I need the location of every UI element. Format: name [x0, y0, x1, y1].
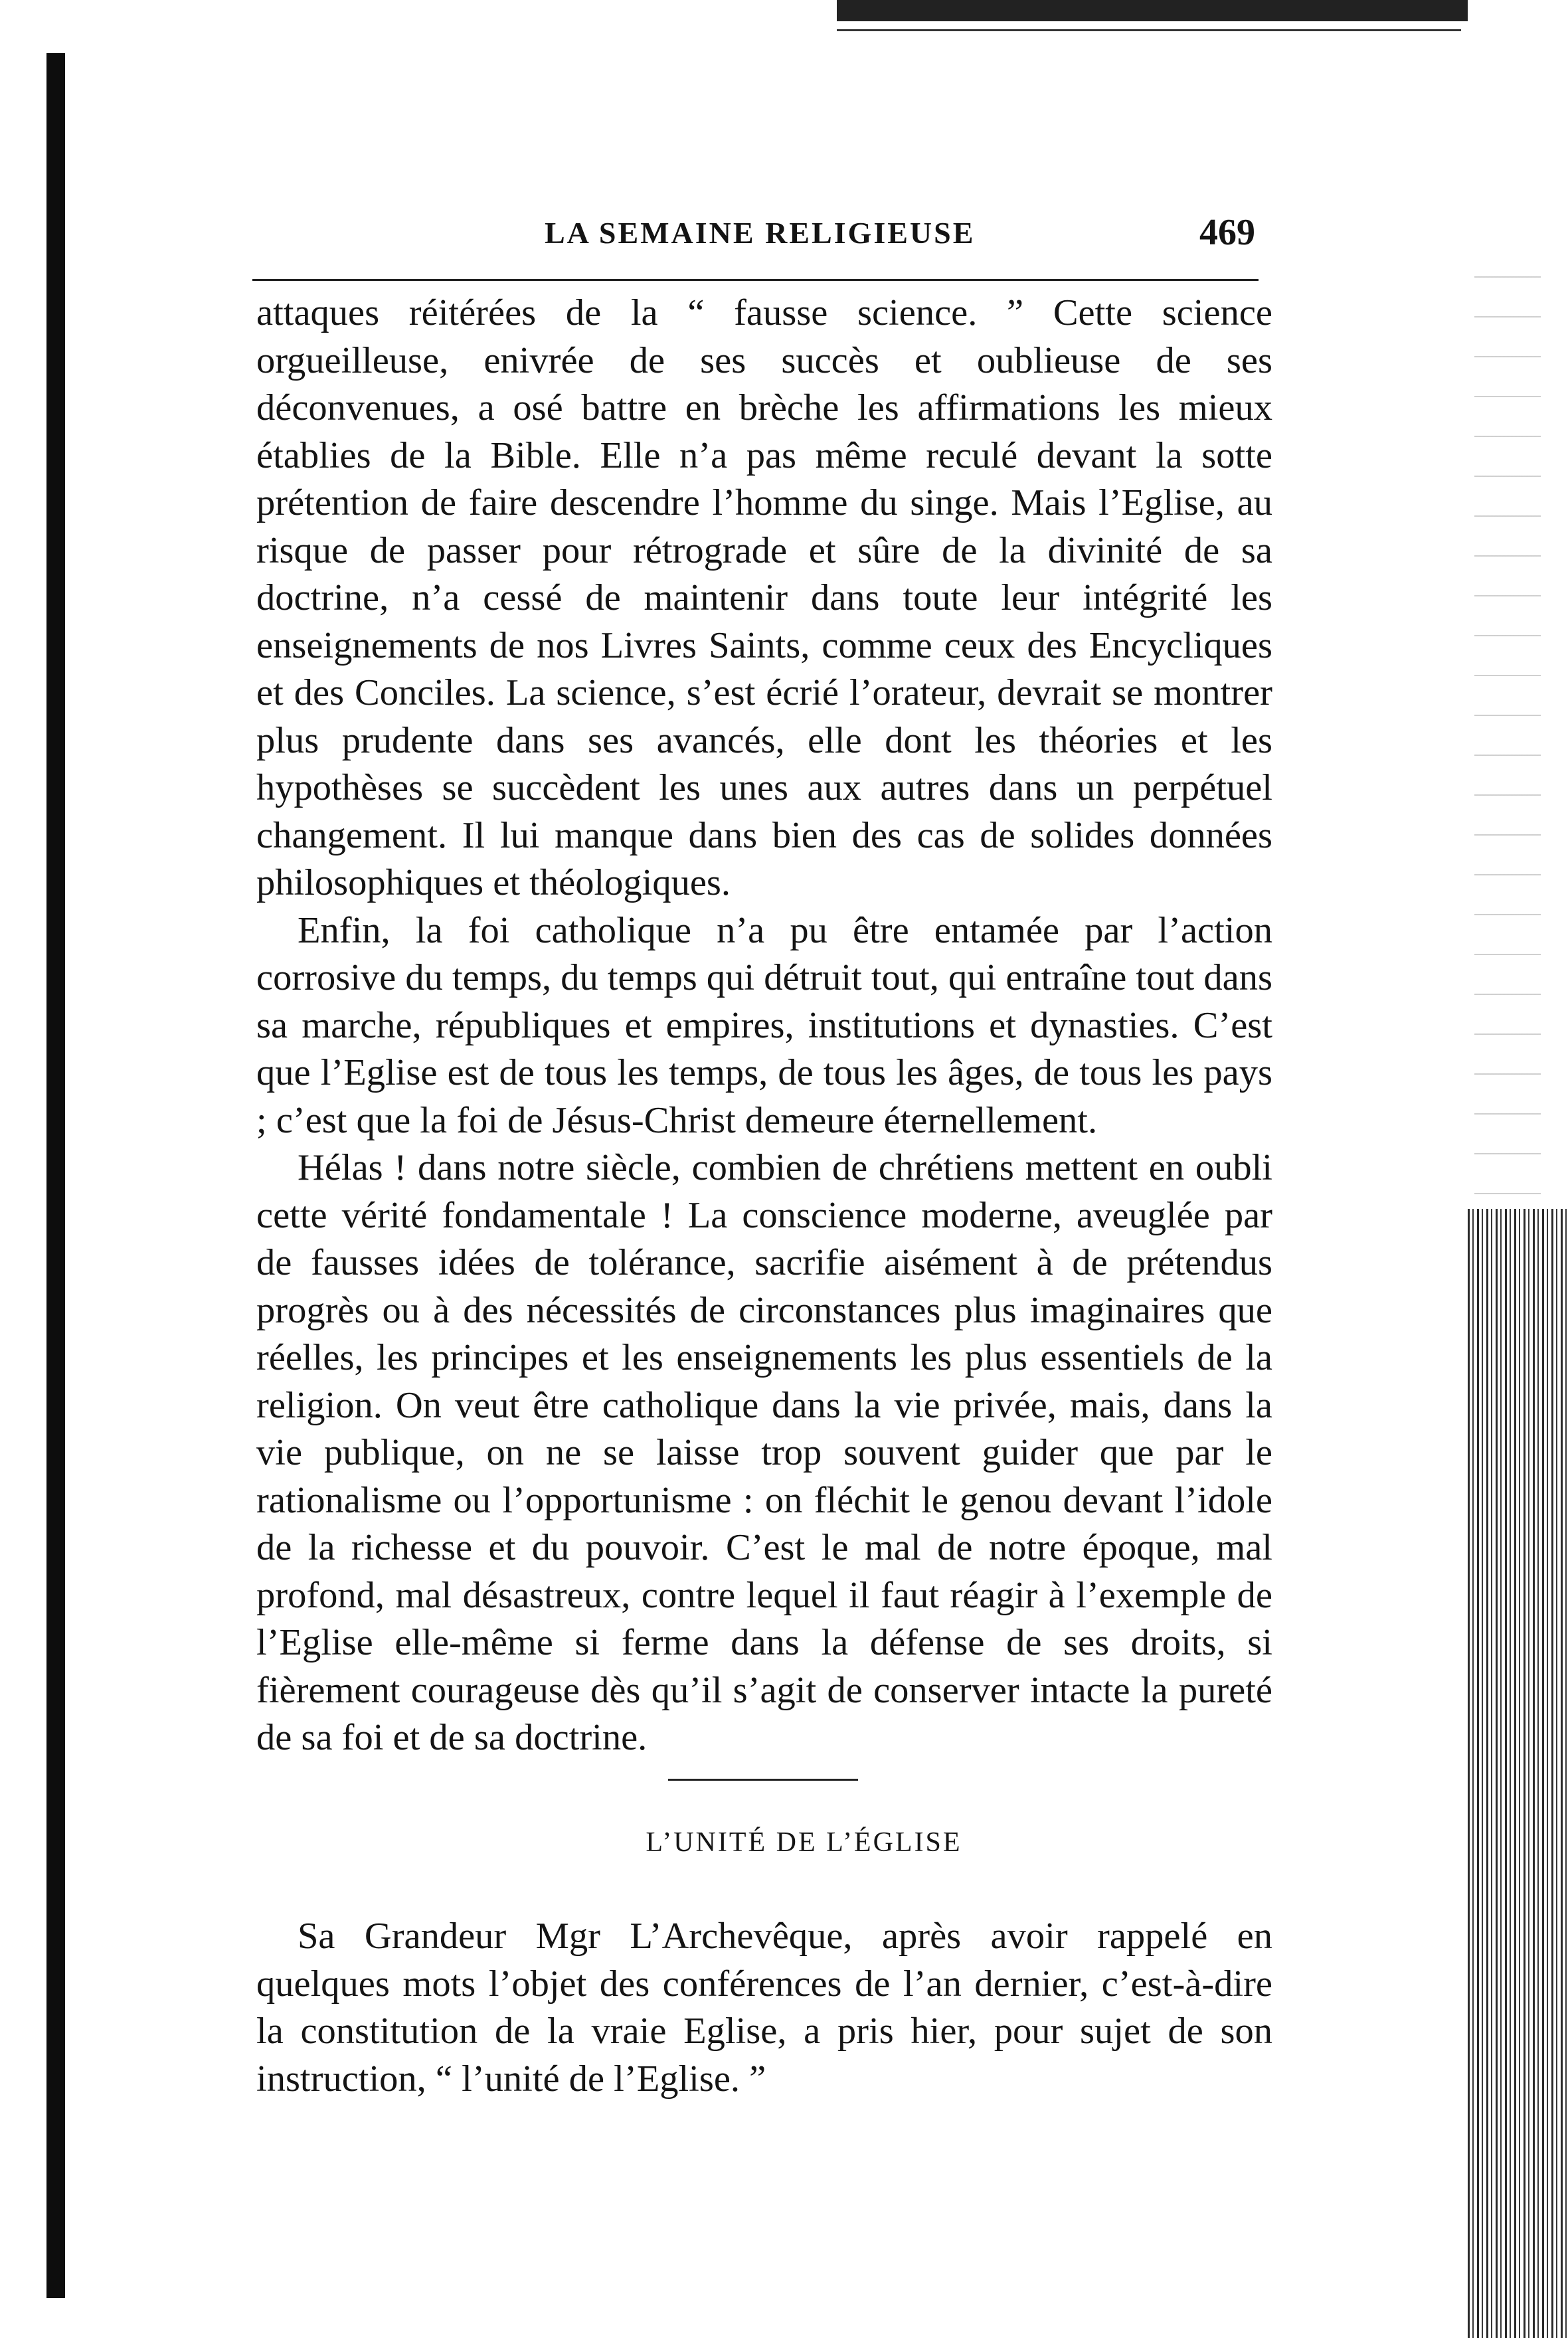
section-divider — [668, 1779, 858, 1781]
paragraph-continued: attaques réitérées de la “ fausse science. ” Cette science orgueilleuse, enivrée de ses succès et oublieuse de ses déconvenues, a osé battre en brèche les affirmations les mieux établies de la Bible. Elle n’a pas même reculé devant la sotte prétention de faire descendre l’homme du singe. Mais l’Eglise, au risque de passer pour rétrograde et sûre de la divinité de sa doctrine, n’a cessé de maintenir dans toute leur intégrité les enseignements de nos Livres Saints, comme ceux des Encycliques et des Conciles. La science, s’est écrié l’orateur, devrait se montrer plus prudente dans ses avancés, elle dont les théories et les hypothèses se succèdent les unes aux autres dans un perpétuel changement. Il lui manque dans bien des cas de solides données philosophiques et théologiques. — [256, 292, 1272, 903]
scan-border-left — [46, 53, 65, 2298]
paragraph: Hélas ! dans notre siècle, combien de chrétiens mettent en oubli cette vérité fondamentale ! La conscience moderne, aveuglée par de fausses idées de tolérance, sacrifie aisément à de prétendus progrès ou à des nécessités de circonstances plus imaginaires que réelles, les principes et les enseignements les plus essentiels de la religion. On veut être catholique dans la vie privée, mais, dans la vie publique, on ne se laisse trop souvent guider que par le rationalisme ou l’opportunisme : on fléchit le genou devant l’idole de la richesse et du pouvoir. C’est le mal de notre époque, mal profond, mal désastreux, contre lequel il faut réagir à l’exemple de l’Eglise elle-même si ferme dans la défense de ses droits, si fièrement courageuse dès qu’il s’agit de conserver intacte la pureté de sa foi et de sa doctrine. — [256, 1147, 1272, 1758]
scan-border-top — [837, 0, 1468, 27]
scan-noise-right — [1474, 252, 1541, 1209]
paragraph: Sa Grandeur Mgr L’Archevêque, après avoir rappelé en quelques mots l’objet des conférences de l’an dernier, c’est-à-dire la constitution de la vraie Eglise, a pris hier, pour sujet de son instruction, “ l’unité de l’Eglise. ” — [256, 1916, 1272, 2100]
scan-border-top-line — [837, 29, 1461, 31]
header-rule — [252, 279, 1259, 281]
page-number: 469 — [1199, 212, 1255, 253]
section-body — [256, 1913, 1272, 2103]
body-text — [256, 290, 1272, 1762]
section-heading: L’UNITÉ DE L’ÉGLISE — [646, 1827, 962, 1858]
running-title: LA SEMAINE RELIGIEUSE — [545, 216, 976, 250]
paragraph: Enfin, la foi catholique n’a pu être entamée par l’action corrosive du temps, du temps qui détruit tout, qui entraîne tout dans sa marche, républiques et empires, institutions et dynasties. C’est que l’Eglise est de tous les temps, de tous les âges, de tous les pays ; c’est que la foi de Jésus-Christ demeure éternellement. — [256, 909, 1272, 1141]
running-head — [252, 212, 1288, 262]
scan-border-right — [1468, 1209, 1568, 2338]
